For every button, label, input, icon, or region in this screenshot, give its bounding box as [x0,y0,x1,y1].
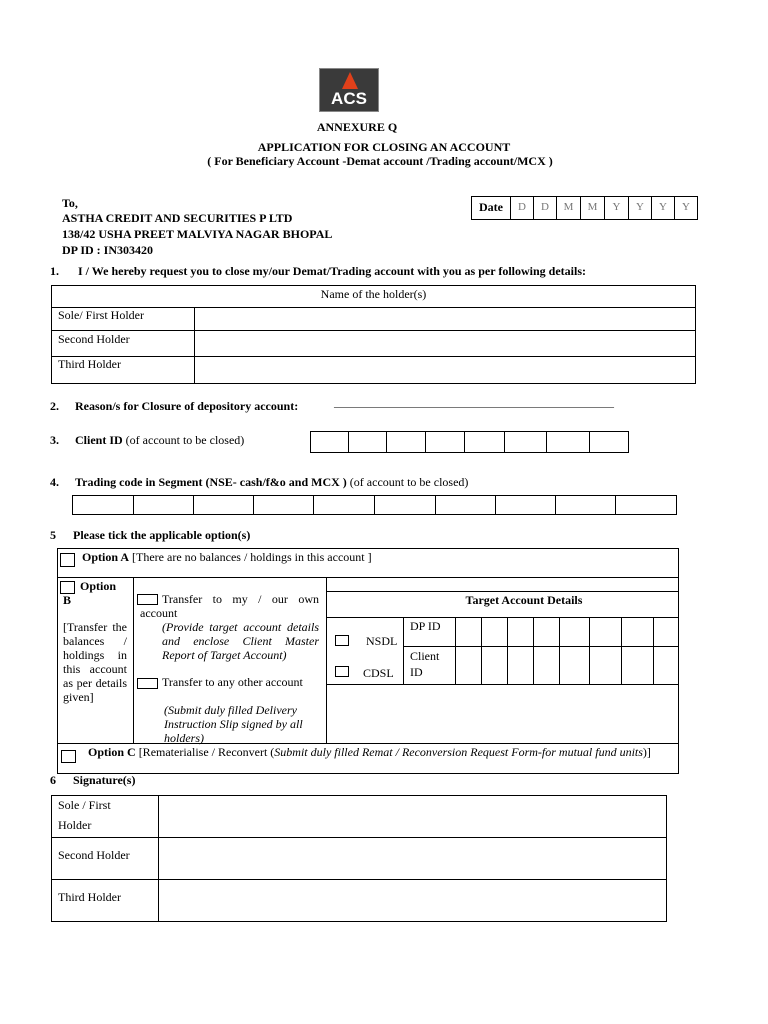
target-client-id-input[interactable] [456,648,678,683]
option-a-row [82,550,372,565]
trading-code-cell[interactable] [72,495,134,515]
client-id-cell[interactable] [546,431,590,453]
third-holder-signature[interactable] [160,881,665,921]
client-id-note: (of account to be closed) [125,433,245,447]
cdsl-checkbox[interactable] [335,666,349,677]
subtitle-body: For Beneficiary Account -Demat account /Trading account/MCX [214,154,546,168]
signature-row-label: Third Holder [58,890,121,904]
section5-label: Please tick the applicable option(s) [73,528,251,542]
trading-code-label-a: Trading code in Segment ( [75,475,210,489]
address-company: ASTHA CREDIT AND SECURITIES P LTD [62,211,293,225]
address-dp-id: DP ID : IN303420 [62,243,154,257]
section6-number: 6 [50,773,56,787]
first-holder-input[interactable] [196,309,694,329]
trading-code-cell[interactable] [253,495,314,515]
signature-row-label: Second Holder [58,848,130,862]
option-c-row [64,745,674,759]
trading-code-cell[interactable] [313,495,375,515]
option-b-label-2: B [63,593,72,607]
second-holder-signature[interactable] [160,839,665,878]
holder-row-label: Sole/ First Holder [58,308,144,322]
trading-code-label-b: NSE- cash/f&o and MCX [209,475,340,489]
option-c-note: Submit duly filled Remat / Reconversion Request Form-for mutual fund units [274,745,643,759]
target-dp-id-label: DP ID [410,619,441,633]
client-id-boxes[interactable] [310,431,629,453]
client-id-cell[interactable] [589,431,629,453]
section2-label: Reason/s for Closure of depository account: [75,399,299,413]
trading-code-cell[interactable] [435,495,496,515]
signature-row-label: Sole / First Holder [58,798,111,832]
trading-code-label-c: ) [339,475,347,489]
form-subtitle [0,154,760,169]
trading-code-cell[interactable] [374,495,436,515]
logo-text: ACS [331,89,367,108]
option-a-label: Option A [82,550,130,564]
trading-code-note: (of account to be closed) [349,475,469,489]
client-id-cell[interactable] [310,431,349,453]
option-b-description: [Transfer the balances / holdings in this account as per details given] [63,620,127,704]
date-field[interactable] [471,196,698,220]
target-dp-id-input[interactable] [456,619,678,645]
section2-number: 2. [50,399,59,413]
client-id-cell[interactable] [425,431,465,453]
address-street: 138/42 USHA PREET MALVIYA NAGAR BHOPAL [62,227,333,241]
client-id-cell[interactable] [386,431,426,453]
trading-code-cell[interactable] [133,495,194,515]
target-client-id-label: Client ID [410,649,440,679]
option-c-label: Option C [88,745,136,759]
date-label: Date [471,196,511,220]
section4-label [75,475,468,490]
transfer-other-label: Transfer to any other account [162,675,303,689]
option-a-checkbox[interactable] [60,553,75,567]
date-cell[interactable]: Y [651,196,675,220]
date-cell[interactable]: M [580,196,605,220]
trading-code-cell[interactable] [555,495,616,515]
option-a-text: [There are no balances / holdings in this account ] [132,550,372,564]
date-cell[interactable]: Y [628,196,652,220]
company-logo [319,68,379,112]
option-c-text: [Rematerialise / Reconvert ( [138,745,275,759]
client-id-label: Client ID [75,433,123,447]
client-id-cell[interactable] [504,431,547,453]
nsdl-checkbox[interactable] [335,635,349,646]
target-account-title: Target Account Details [465,593,583,607]
holders-table-header: Name of the holder(s) [320,287,427,301]
client-id-cell[interactable] [348,431,387,453]
section1-text: I / We hereby request you to close my/our Demat/Trading account with you as per following details: [78,264,587,278]
third-holder-input[interactable] [196,358,694,383]
address-to: To, [62,196,78,210]
option-c-end: )] [642,745,651,759]
trading-code-cell[interactable] [193,495,254,515]
section3-number: 3. [50,433,59,447]
holder-row-label: Third Holder [58,357,121,371]
option-b-label-1: Option [80,579,117,593]
second-holder-input[interactable] [196,332,694,355]
date-cell[interactable]: D [510,196,534,220]
closure-reason-input[interactable]: ________________________________________________________ [334,398,614,409]
date-cell[interactable]: D [533,196,557,220]
section6-label: Signature(s) [73,773,136,787]
first-holder-signature[interactable] [160,797,665,836]
client-id-cell[interactable] [464,431,505,453]
section3-label [75,433,244,448]
section5-number: 5 [50,528,56,542]
form-title: APPLICATION FOR CLOSING AN ACCOUNT [257,140,511,154]
section1-number: 1. [50,264,59,278]
date-cell[interactable]: Y [674,196,698,220]
cdsl-label: CDSL [363,666,394,680]
annexure-label: ANNEXURE Q [316,120,398,134]
transfer-own-label: Transfer to my / our own account [140,592,319,620]
subtitle-close: ) [545,154,553,168]
subtitle-open: ( [207,154,215,168]
date-cell[interactable]: Y [604,196,629,220]
transfer-other-note: (Submit duly filled Delivery Instruction Slip signed by all holders) [164,703,303,745]
trading-code-cell[interactable] [615,495,677,515]
section4-number: 4. [50,475,59,489]
nsdl-label: NSDL [366,634,398,648]
trading-code-cell[interactable] [495,495,556,515]
transfer-own-note: (Provide target account details and enclose Client Master Report of Target Account) [162,620,319,662]
trading-code-boxes[interactable] [72,495,677,515]
holder-row-label: Second Holder [58,332,130,346]
date-cell[interactable]: M [556,196,581,220]
